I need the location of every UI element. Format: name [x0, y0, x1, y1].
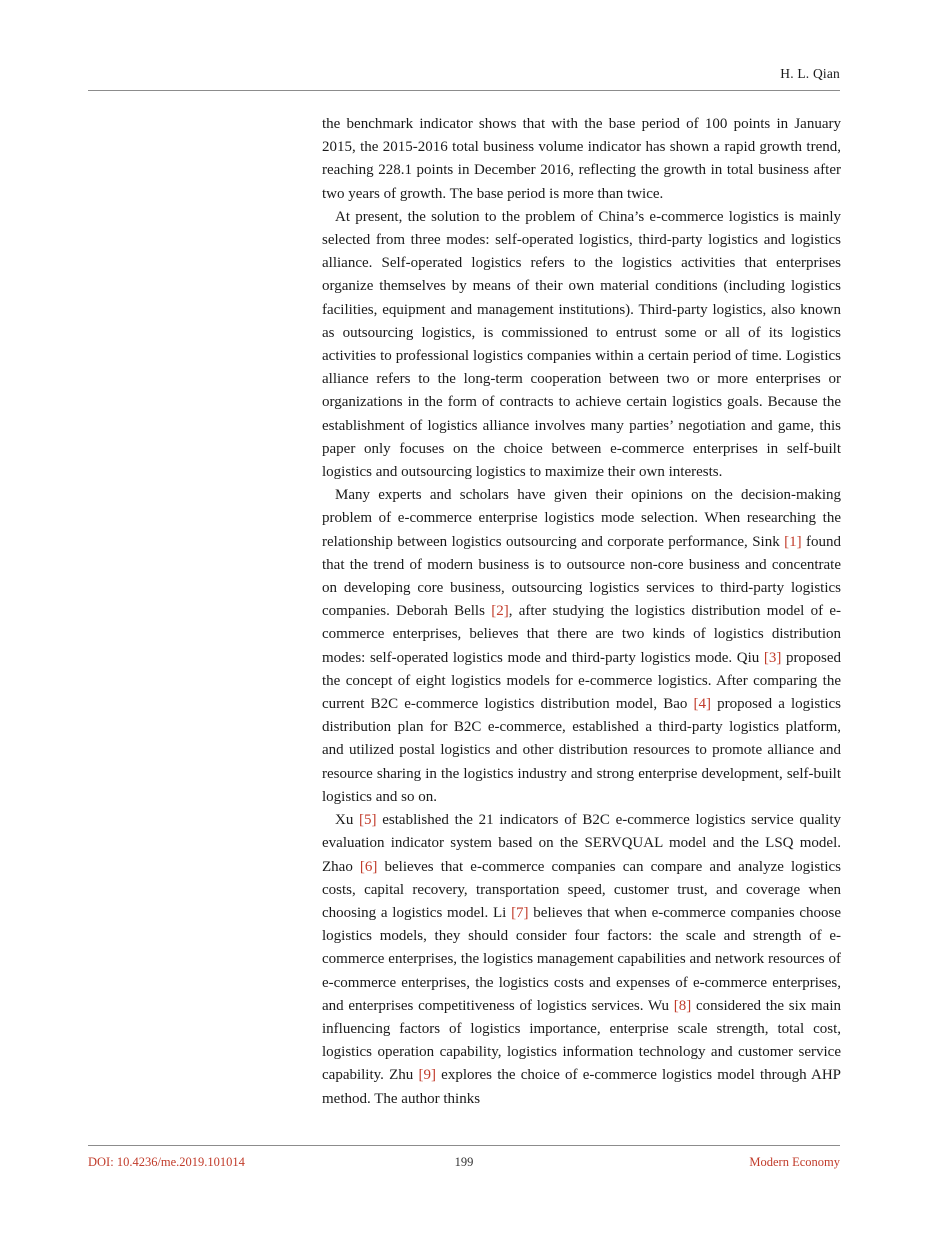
paragraph [322, 113, 841, 206]
paragraph-text: explores the choice of e-commerce logistics model through AHP method. The author thinks [322, 1067, 841, 1107]
footer-rule [88, 1145, 840, 1146]
paragraph-text: established the 21 indicators of B2C e-commerce logistics service quality evaluation indicator system based on the SERVQUAL model and the LSQ model. Zhao [322, 812, 841, 875]
page-footer [88, 1155, 840, 1173]
citation-link[interactable]: [2] [491, 603, 509, 620]
paragraph [322, 809, 841, 1111]
citation-link[interactable]: [1] [784, 533, 802, 550]
paragraph-text: Xu [335, 812, 360, 829]
citation-link[interactable]: [8] [673, 997, 692, 1014]
paragraph-text: Many experts and scholars have given their opinions on the decision-making problem of e-commerce enterprise logistics mode selection. When researching the relationship between logistics outsourcing and corporate performance, Sink [322, 487, 841, 550]
paragraph-text: believes that when e-commerce companies choose logistics models, they should consider four factors: the scale and strength of e-commerce enterprises, the logistics management capabilities and network resources of e-commerce enterprises, the logistics costs and expenses of e-commerce enterprises, and enterprises competitiveness of logistics services. Wu [322, 904, 841, 1014]
citation-link[interactable]: [3] [763, 649, 782, 666]
paragraph-text: considered the six main influencing factors of logistics importance, enterprise scale strength, total cost, logistics operation capability, logistics information technology and customer service capability. Zhu [322, 997, 841, 1084]
paragraph-text: At present, the solution to the problem of China’s e-commerce logistics is mainly selected from three modes: self-operated logistics, third-party logistics and logistics alliance. Self-operated logistics refers to the logistics activities that enterprises organize themselves by means of their own material conditions (including logistics facilities, equipment and management institutions). Third-party logistics, also known as outsourcing logistics, is commissioned to entrust some or all of its logistics activities to professional logistics companies within a certain period of time. Logistics alliance refers to the long-term cooperation between two or more enterprises or organizations in the form of contracts to achieve certain logistics goals. Because the establishment of logistics alliance involves many parties’ negotiation and game, this paper only focuses on the choice between e-commerce enterprises in self-built logistics and outsourcing logistics to maximize their own interests. [322, 208, 841, 481]
paragraph-text: believes that e-commerce companies can compare and analyze logistics costs, capital recovery, transportation speed, customer trust, and coverage when choosing a logistics model. Li [322, 858, 841, 921]
paragraph [322, 206, 841, 484]
header-rule [88, 90, 840, 91]
citation-link[interactable]: [9] [418, 1067, 436, 1084]
page-number: 199 [454, 1155, 474, 1169]
paragraph-text: found that the trend of modern business is to outsource non-core business and concentrate on developing core business, outsourcing logistics services to third-party logistics companies. Deborah Bells [322, 533, 841, 620]
running-head-author: H. L. Qian [780, 66, 840, 81]
paragraph-text: proposed the concept of eight logistics models for e-commerce logistics. After comparing the current B2C e-commerce logistics distribution model, Bao [322, 649, 841, 713]
paragraph-text: proposed a logistics distribution plan for B2C e-commerce, established a third-party logistics platform, and utilized postal logistics and other distribution resources to promote alliance and resource sharing in the logistics industry and strong enterprise development, self-built logistics and so on. [322, 696, 841, 805]
doi-link[interactable]: DOI: 10.4236/me.2019.101014 [88, 1155, 245, 1169]
paragraph [322, 484, 841, 809]
journal-link[interactable]: Modern Economy [749, 1155, 840, 1169]
article-body [322, 113, 841, 1111]
paragraph-text: , after studying the logistics distribution model of e-commerce enterprises, believes that there are two kinds of logistics distribution modes: self-operated logistics mode and third-party logistics mode. Qiu [322, 603, 841, 666]
page-header [88, 66, 840, 82]
citation-link[interactable]: [6] [359, 858, 378, 875]
citation-link[interactable]: [7] [511, 904, 529, 921]
citation-link[interactable]: [4] [693, 696, 711, 713]
citation-link[interactable]: [5] [359, 812, 377, 829]
paragraph-text: the benchmark indicator shows that with the base period of 100 points in January 2015, the 2015-2016 total business volume indicator has shown a rapid growth trend, reaching 228.1 points in December 2016, reflecting the growth in total business after two years of growth. The base period is more than twice. [322, 116, 841, 202]
